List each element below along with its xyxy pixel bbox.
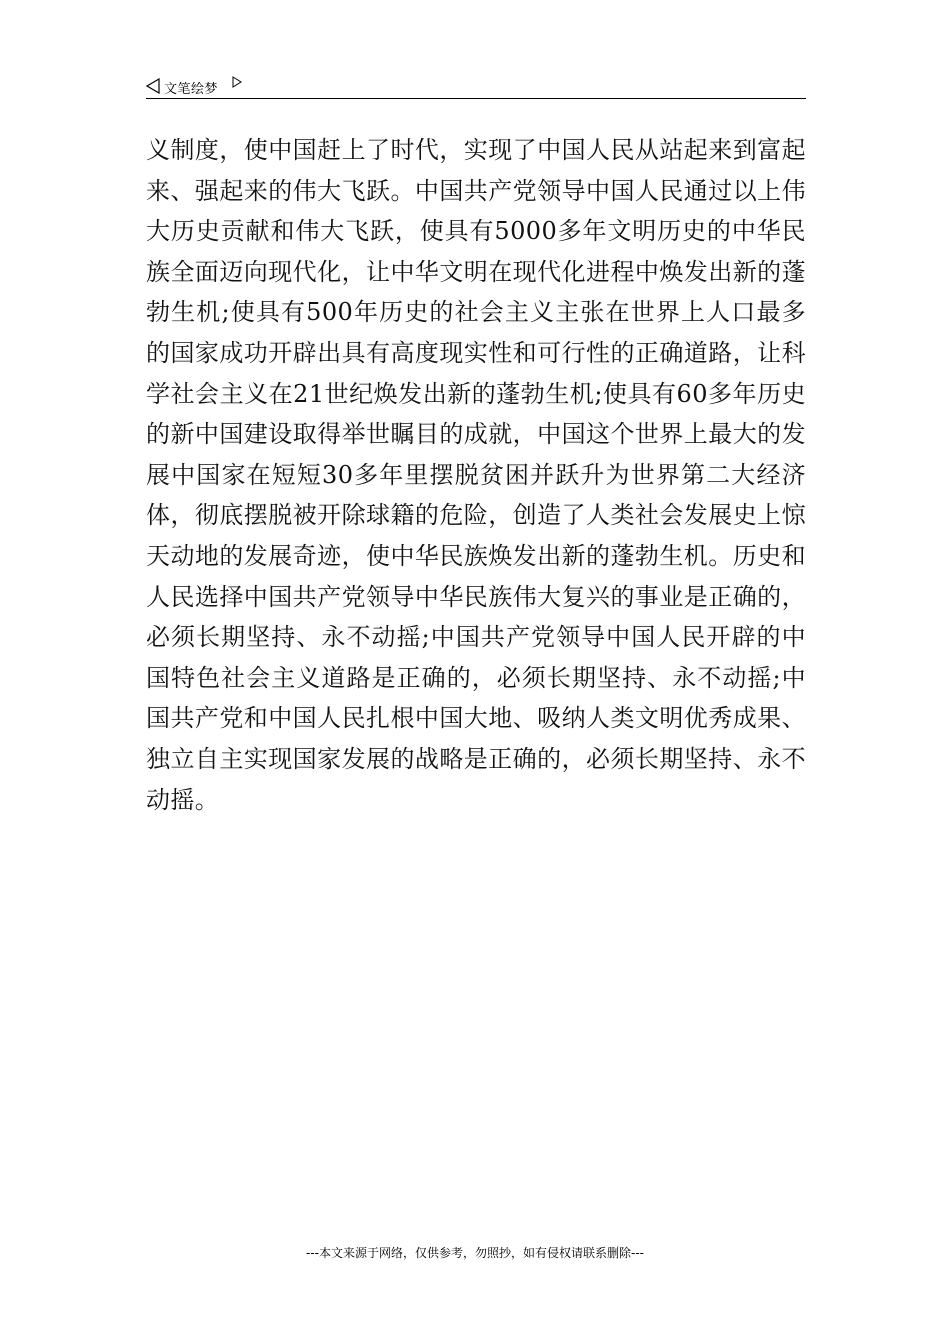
body-paragraph: 义制度，使中国赶上了时代，实现了中国人民从站起来到富起来、强起来的伟大飞跃。中国共产党领导中国人民通过以上伟大历史贡献和伟大飞跃，使具有5000多年文明历史的中华民族全面迈向现代化，让中华文明在现代化进程中焕发出新的蓬勃生机;使具有500年历史的社会主义主张在世界上人口最多的国家成功开辟出具有高度现实性和可行性的正确道路，让科学社会主义在21世纪焕发出新的蓬勃生机;使具有60多年历史的新中国建设取得举世瞩目的成就，中国这个世界上最大的发展中国家在短短30多年里摆脱贫困并跃升为世界第二大经济体，彻底摆脱被开除球籍的危险，创造了人类社会发展史上惊天动地的发展奇迹，使中华民族焕发出新的蓬勃生机。历史和人民选择中国共产党领导中华民族伟大复兴的事业是正确的，必须长期坚持、永不动摇;中国共产党领导中国人民开辟的中国特色社会主义道路是正确的，必须长期坚持、永不动摇;中国共产党和中国人民扎根中国大地、吸纳人类文明优秀成果、独立自主实现国家发展的战略是正确的，必须长期坚持、永不动摇。 <box>146 136 806 814</box>
triangle-right-icon <box>232 76 242 88</box>
page-header <box>146 74 806 99</box>
footer-notice: ---本文来源于网络，仅供参考，勿照抄，如有侵权请联系删除--- <box>306 1246 644 1260</box>
triangle-left-icon <box>146 78 160 94</box>
header-title: 文笔绘梦 <box>164 82 219 97</box>
